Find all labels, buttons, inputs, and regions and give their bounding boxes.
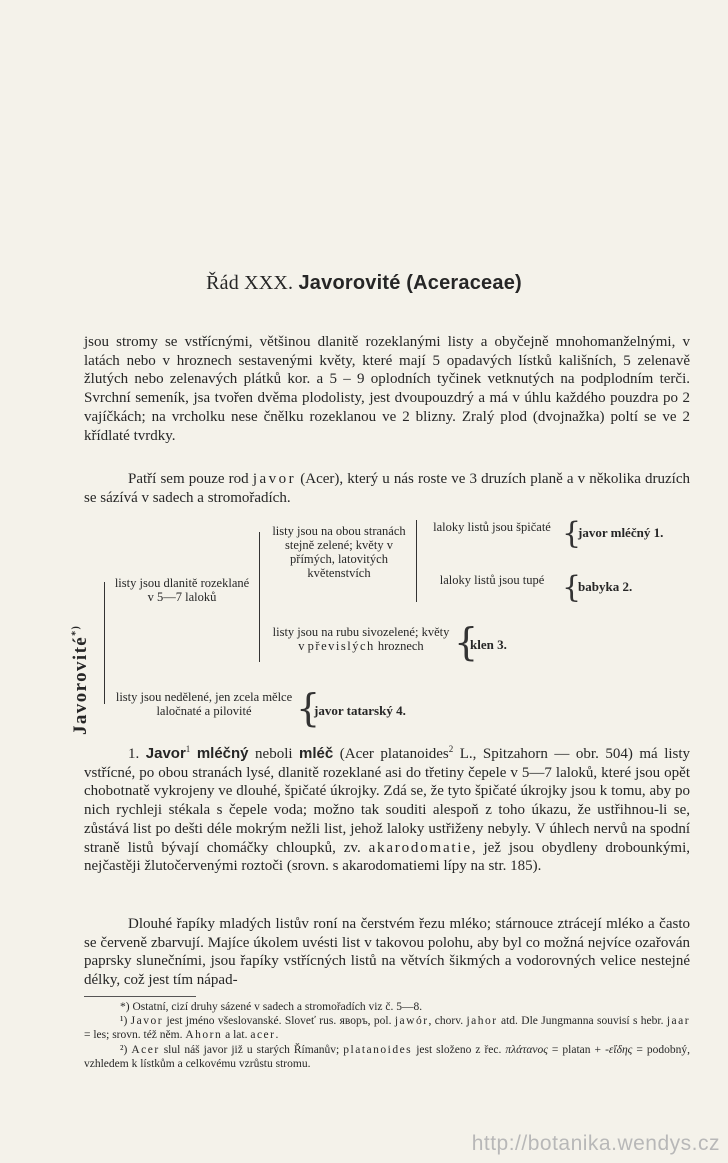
order-number: Řád XXX. bbox=[206, 272, 294, 294]
footnote-rule bbox=[84, 996, 196, 997]
footnote-2: ²) Acer slul náš javor již u starých Římanův; platanoides jest složeno z řec. πλάτανος = platan + -εἴδης = podobný, vzhledem k lístkům a celkovému vzrůstu stromu. bbox=[84, 1044, 691, 1071]
key-bracket-b1 bbox=[416, 520, 417, 602]
chapter-title bbox=[0, 272, 728, 295]
brace-r2: { bbox=[562, 570, 582, 605]
intro-paragraph: jsou stromy se vstřícnými, většinou dlanitě rozeklanými listy a obyčejně mnohomanželnými, v latách nebo v hroznech sestavenými květy, které mají 5 opadavých lístků kališních, 5 zelenavě žlutých nebo zelenavých plátků kor. a 5 – 9 oplodních tyčinek vetknutých na podplodním terči. Svrchní semeník, jsa tvořen dvěma plodolisty, jest dvoupouzdrý a má v úhlu každého pouzdra po 2 vajíčkách; na vrcholku nese čnělku rozeklanou ve 2 blizny. Zralý plod (dvojnažka) poltí se ve 2 křídlaté tvrdky. bbox=[84, 334, 690, 444]
genus-term: javor bbox=[252, 471, 297, 487]
species-1-paragraph: 1. Javor$^1$ mléčný neboli mléč (Acer platanoides$^2$ L., Spitzahorn — obr. 504) má listy vstřícné, po obou stranách lysé, dlanitě rozeklané asi do třetiny čepele v 5—7 laloků, které jsou opět chobotnatě vykrojeny ve dlouhé, špičaté úkrojky. Zdá se, že tyto špičaté úkrojky jsou k tomu, aby po nich rychleji stékala s čepele voda; možno tak souditi alespoň z toho úkazu, že ustřihnou-li se, zůstává list po dešti déle mokrým nežli list, jehož laloky ustřiženy nebyly. V úhlech nervů na spodní straně listů bývají chomáčky chloupků, zv. akarodomatie, jež jsou obydleny drobounkými, nejčastěji žlutočervenými roztoči (srovn. s akarodomatiemi lípy na str. 185). bbox=[84, 744, 691, 875]
key-result-1: javor mléčný 1. bbox=[578, 525, 664, 540]
brace-r1: { bbox=[562, 516, 582, 551]
source-url-watermark: http://botanika.wendys.cz bbox=[471, 1132, 720, 1155]
key-a1: listy jsou dlanitě rozeklané v 5—7 laloků bbox=[114, 576, 250, 604]
brace-r3: { bbox=[454, 620, 479, 664]
key-result-4: javor tatarský 4. bbox=[314, 703, 406, 718]
brace-r4: { bbox=[296, 686, 321, 730]
key-bracket-main bbox=[104, 582, 105, 704]
family-name: Javorovité (Aceraceae) bbox=[298, 272, 522, 294]
footnote-star: *) Ostatní, cizí druhy sázené v sadech a stromořadích viz č. 5—8. bbox=[120, 1001, 423, 1013]
footnote-1: ¹) Javor jest jméno všeslovanské. Sloveť rus. яворъ, pol. jawór, chorv. jahor atd. Dle Jungmanna souvisí s hebr. jaar = les; srovn. též něm. Ahorn a lat. acer. bbox=[84, 1015, 691, 1042]
key-c2: laloky listů jsou tupé bbox=[439, 573, 545, 587]
genus-paragraph: Patří sem pouze rod javor (Acer), který u nás roste ve 3 druzích planě a v několika druzích se sázívá v sadech a stromořadích. bbox=[84, 471, 691, 506]
key-side-label: Javorovité*) bbox=[70, 624, 91, 735]
key-b2: listy jsou na rubu sivozelené; květy v převislých hroznech bbox=[272, 625, 450, 653]
key-result-3: klen 3. bbox=[470, 637, 507, 652]
key-b1: listy jsou na obou stranách stejně zelené; květy v přímých, latovitých květenstvích bbox=[272, 524, 406, 580]
key-result-2: babyka 2. bbox=[578, 579, 633, 594]
key-bracket-a1 bbox=[259, 532, 260, 662]
species-1-paragraph-2: Dlouhé řapíky mladých listův roní na čerstvém řezu mléko; stárnouce ztrácejí mléko a často se červeně zbarvují. Majíce úkolem uvésti list v takovou polohu, aby byl co možná nejvíce ozařován paprsky slunečními, jsou řapíky vstřícných listů na větvích šikmých a vodorovných velice nestejné délky, což jest tím nápad- bbox=[84, 916, 690, 989]
key-a2: listy jsou nedělené, jen zcela mělce laločnaté a pilovité bbox=[115, 690, 293, 718]
key-c1: laloky listů jsou špičaté bbox=[433, 520, 551, 534]
